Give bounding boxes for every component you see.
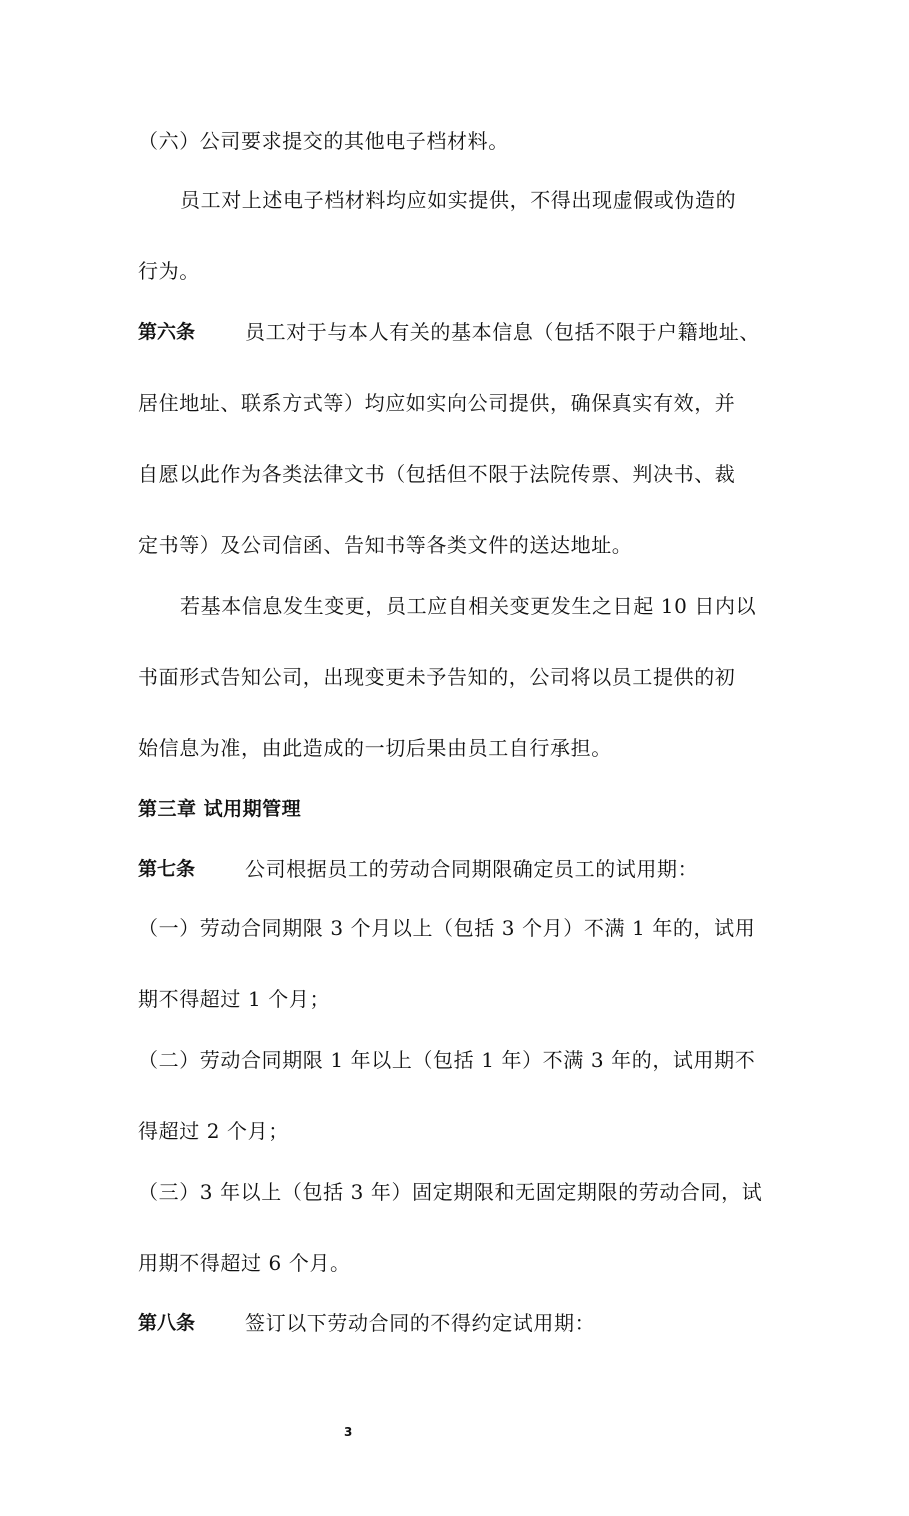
paragraph-line: 书面形式告知公司，出现变更未予告知的，公司将以员工提供的初 [138, 665, 736, 689]
paragraph-line: 行为。 [138, 259, 200, 283]
paragraph-line: 定书等）及公司信函、告知书等各类文件的送达地址。 [138, 533, 633, 557]
article-7-text: 公司根据员工的劳动合同期限确定员工的试用期： [245, 857, 699, 881]
paragraph-line: （二）劳动合同期限 1 年以上（包括 1 年）不满 3 年的，试用期不 [138, 1048, 756, 1072]
paragraph-line: 居住地址、联系方式等）均应如实向公司提供，确保真实有效，并 [138, 391, 736, 415]
chapter-heading: 第三章 试用期管理 [138, 798, 302, 820]
article-7-label: 第七条 [138, 858, 196, 880]
paragraph-line: 员工对上述电子档材料均应如实提供，不得出现虚假或伪造的 [180, 188, 737, 212]
article-8-text: 签订以下劳动合同的不得约定试用期： [245, 1311, 596, 1335]
paragraph-line: 始信息为准，由此造成的一切后果由员工自行承担。 [138, 736, 612, 760]
paragraph-line: 得超过 2 个月； [138, 1119, 289, 1143]
page-number: 3 [344, 1425, 353, 1439]
paragraph-line: 自愿以此作为各类法律文书（包括但不限于法院传票、判决书、裁 [138, 462, 736, 486]
paragraph-line: （六）公司要求提交的其他电子档材料。 [138, 129, 509, 153]
article-6-label: 第六条 [138, 321, 196, 343]
article-6-text: 员工对于与本人有关的基本信息（包括不限于户籍地址、 [245, 320, 760, 344]
paragraph-line: （三）3 年以上（包括 3 年）固定期限和无固定期限的劳动合同，试 [138, 1180, 763, 1204]
paragraph-line: （一）劳动合同期限 3 个月以上（包括 3 个月）不满 1 年的，试用 [138, 916, 756, 940]
paragraph-line: 用期不得超过 6 个月。 [138, 1251, 351, 1275]
paragraph-line: 若基本信息发生变更，员工应自相关变更发生之日起 10 日内以 [180, 594, 757, 618]
article-8-label: 第八条 [138, 1312, 196, 1334]
paragraph-line: 期不得超过 1 个月； [138, 987, 331, 1011]
